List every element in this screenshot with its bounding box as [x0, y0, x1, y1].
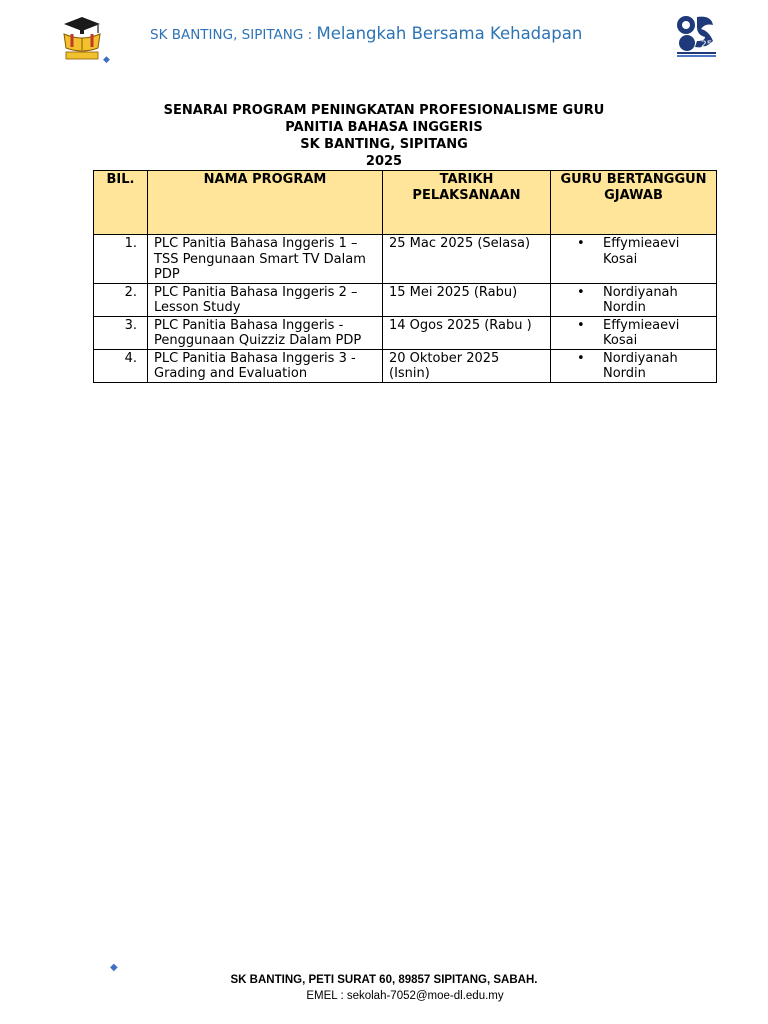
table-row: [94, 349, 717, 382]
footer-email: EMEL : sekolah-7052@moe-dl.edu.my: [306, 990, 504, 1002]
table-header-row: [94, 171, 717, 235]
title-line-3: SK BANTING, SIPITANG: [300, 137, 468, 152]
row-guru: [551, 316, 717, 349]
bullet-icon: •: [577, 284, 585, 300]
title-line-4: 2025: [365, 154, 403, 169]
table-row: [94, 235, 717, 284]
header-tagline: [150, 24, 582, 43]
title-line-2: PANITIA BAHASA INGGERIS: [285, 120, 483, 135]
bullet-icon: •: [577, 350, 585, 366]
row-guru: [551, 349, 717, 382]
row-program: PLC Panitia Bahasa Inggeris 1 – TSS Pengunaan Smart TV Dalam PDP: [148, 235, 383, 284]
diamond-icon: ◆: [110, 962, 118, 973]
program-table: [93, 170, 717, 383]
row-guru: [551, 283, 717, 316]
table-row: [94, 316, 717, 349]
header-tarikh: TARIKH PELAKSANAAN: [383, 171, 551, 235]
row-guru-name: Nordiyanah Nordin: [603, 350, 678, 381]
title-line-1: SENARAI PROGRAM PENINGKATAN PROFESIONALISME GURU: [163, 103, 605, 118]
header-nama-program: NAMA PROGRAM: [148, 171, 383, 235]
document-title: [0, 102, 768, 170]
row-guru-name: Effymieaevi Kosai: [603, 317, 680, 348]
bullet-icon: •: [577, 317, 585, 333]
header-guru: GURU BERTANGGUNGJAWAB: [551, 171, 717, 235]
row-bil: 4.: [94, 349, 148, 382]
row-bil: 1.: [94, 235, 148, 284]
diamond-icon: ◆: [103, 55, 110, 65]
row-bil: 3.: [94, 316, 148, 349]
row-tarikh: 20 Oktober 2025 (Isnin): [383, 349, 551, 382]
footer-address: SK BANTING, PETI SURAT 60, 89857 SIPITANG, SABAH.: [230, 974, 538, 986]
table-row: [94, 283, 717, 316]
row-tarikh: 25 Mac 2025 (Selasa): [383, 235, 551, 284]
row-bil: 2.: [94, 283, 148, 316]
row-tarikh: 14 Ogos 2025 (Rabu ): [383, 316, 551, 349]
bullet-icon: •: [577, 236, 585, 251]
school-logo-icon: [58, 16, 106, 62]
header-bil: BIL.: [94, 171, 148, 235]
right-logo-text: 25: [701, 40, 713, 50]
row-program: PLC Panitia Bahasa Inggeris - Penggunaan Quizziz Dalam PDP: [148, 316, 383, 349]
header-motto: Melangkah Bersama Kehadapan: [316, 24, 583, 43]
header-school-name: SK BANTING, SIPITANG :: [150, 27, 317, 43]
row-guru-name: Nordiyanah Nordin: [603, 284, 678, 315]
row-program: PLC Panitia Bahasa Inggeris 3 - Grading and Evaluation: [148, 349, 383, 382]
row-program: PLC Panitia Bahasa Inggeris 2 – Lesson Study: [148, 283, 383, 316]
anniversary-logo-icon: [675, 13, 718, 58]
row-tarikh: 15 Mei 2025 (Rabu): [383, 283, 551, 316]
row-guru-name: Effymieaevi Kosai: [603, 236, 680, 267]
row-guru: [551, 235, 717, 284]
